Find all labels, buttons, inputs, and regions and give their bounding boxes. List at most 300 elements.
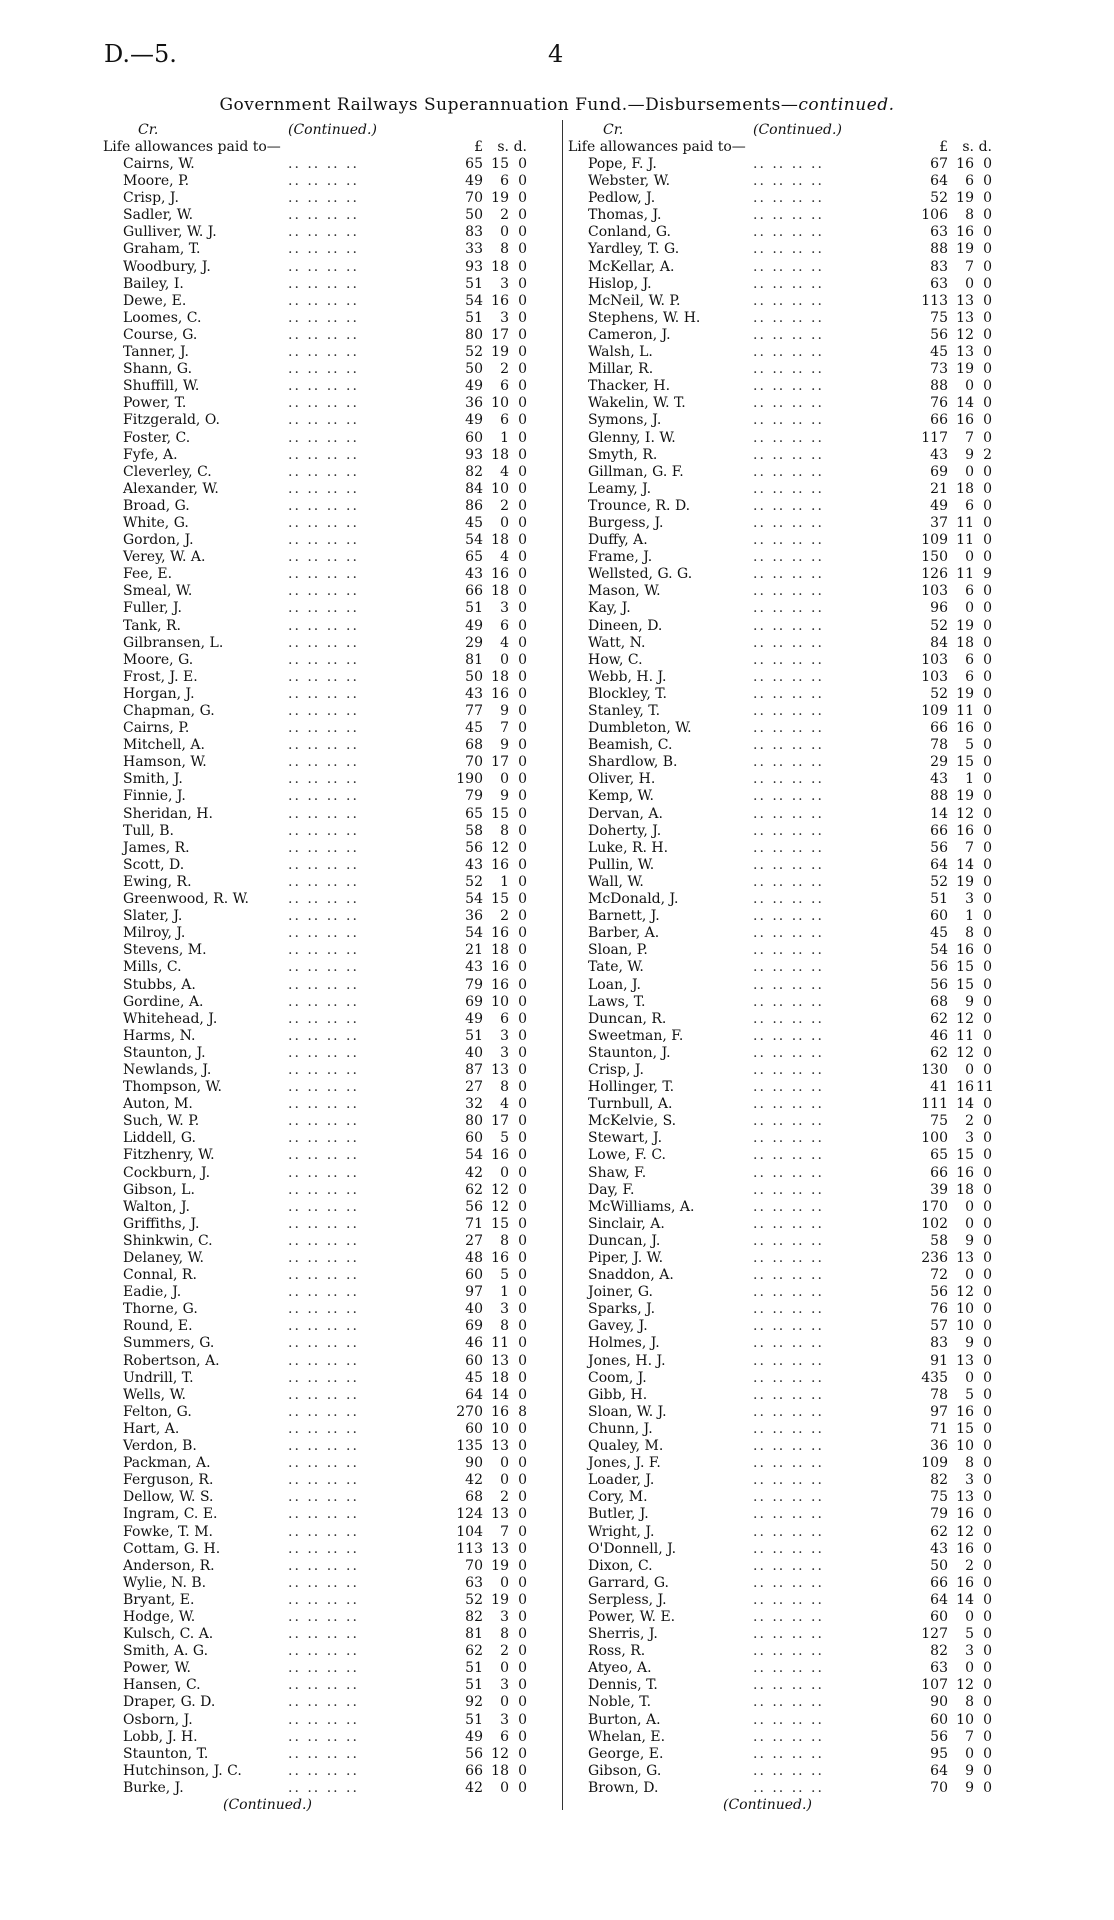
payee-name: Brown, D.: [588, 1779, 659, 1796]
amount-pounds: 45: [930, 344, 948, 361]
leader-dots: .. .. .. ..: [288, 1557, 359, 1574]
table-row: [568, 1729, 1038, 1746]
amount-pence: 0: [983, 771, 992, 788]
payee-name: Undrill, T.: [123, 1369, 194, 1386]
leader-dots: .. .. .. ..: [753, 549, 824, 566]
leader-dots: .. .. .. ..: [288, 1455, 359, 1472]
payee-name: McKellar, A.: [588, 258, 675, 275]
amount-pence: 0: [983, 549, 992, 566]
payee-name: Stephens, W. H.: [588, 309, 701, 326]
amount-shillings: 10: [491, 395, 509, 412]
amount-shillings: 13: [956, 1250, 974, 1266]
amount-pounds: 75: [930, 1489, 948, 1506]
amount-pence: 0: [518, 685, 527, 702]
amount-pounds: 50: [465, 668, 483, 685]
table-row: [568, 1301, 1038, 1318]
amount-pence: 0: [518, 754, 527, 771]
amount-shillings: 19: [491, 1557, 509, 1574]
amount-shillings: 3: [965, 1643, 974, 1660]
payee-name: Gordine, A.: [123, 993, 204, 1010]
amount-pence: 0: [983, 925, 992, 942]
amount-shillings: 0: [500, 1574, 509, 1591]
amount-shillings: 13: [491, 1352, 509, 1369]
table-row: [568, 652, 1038, 669]
amount-pence: 0: [983, 1506, 992, 1523]
amount-pence: 0: [518, 873, 527, 890]
amount-pence: 0: [983, 822, 992, 839]
amount-shillings: 17: [491, 754, 509, 771]
amount-pounds: 29: [930, 754, 948, 771]
amount-pence: 0: [518, 1215, 527, 1232]
leader-dots: .. .. .. ..: [753, 1335, 824, 1352]
amount-shillings: 12: [956, 1523, 974, 1540]
amount-shillings: 0: [965, 1660, 974, 1677]
payee-name: McDonald, J.: [588, 891, 679, 908]
amount-pence: 0: [983, 1591, 992, 1608]
payee-name: Stanley, T.: [588, 703, 661, 719]
amount-pence: 0: [983, 737, 992, 754]
leader-dots: .. .. .. ..: [753, 737, 824, 754]
amount-pence: 0: [983, 463, 992, 480]
amount-pounds: 49: [465, 412, 483, 429]
table-row: [103, 806, 573, 823]
table-row: [103, 874, 573, 891]
cr-label: Cr.: [603, 122, 624, 138]
page-header: [0, 40, 1114, 80]
amount-pounds: 43: [930, 771, 948, 788]
amount-pounds: 435: [921, 1369, 948, 1386]
leader-dots: .. .. .. ..: [288, 1232, 359, 1249]
amount-pence: 0: [983, 1147, 992, 1164]
leader-dots: .. .. .. ..: [753, 1694, 824, 1711]
amount-shillings: 16: [956, 412, 974, 429]
amount-pence: 0: [983, 1130, 992, 1147]
amount-shillings: 15: [491, 1215, 509, 1232]
table-row: [568, 1541, 1038, 1558]
amount-shillings: 9: [965, 1762, 974, 1779]
amount-shillings: 7: [500, 720, 509, 737]
amount-pounds: 49: [465, 1010, 483, 1027]
amount-pounds: 52: [930, 873, 948, 890]
table-row: [568, 1011, 1038, 1028]
amount-pence: 0: [518, 1164, 527, 1181]
payee-name: Scott, D.: [123, 856, 185, 873]
amount-pounds: 54: [465, 925, 483, 942]
payee-name: Sloan, P.: [588, 942, 648, 959]
amount-shillings: 16: [491, 1250, 509, 1266]
table-row: [568, 1165, 1038, 1182]
payee-name: McKelvie, S.: [588, 1113, 677, 1130]
leader-dots: .. .. .. ..: [753, 1130, 824, 1147]
payee-name: Blockley, T.: [588, 685, 667, 702]
leader-dots: .. .. .. ..: [753, 959, 824, 976]
table-row: [568, 1318, 1038, 1335]
payee-name: Wakelin, W. T.: [588, 395, 686, 412]
table-row: [103, 720, 573, 737]
amount-shillings: 0: [965, 463, 974, 480]
leader-dots: .. .. .. ..: [753, 617, 824, 634]
amount-pence: 0: [518, 634, 527, 651]
amount-shillings: 0: [965, 275, 974, 292]
amount-shillings: 16: [956, 224, 974, 241]
amount-shillings: 19: [491, 1591, 509, 1608]
leader-dots: .. .. .. ..: [288, 1506, 359, 1523]
amount-shillings: 6: [500, 1010, 509, 1027]
amount-pounds: 66: [930, 720, 948, 737]
leader-dots: .. .. .. ..: [753, 651, 824, 668]
leader-dots: .. .. .. ..: [288, 873, 359, 890]
amount-pounds: 48: [465, 1250, 483, 1266]
payee-name: White, G.: [123, 514, 189, 531]
payee-name: Shaw, F.: [588, 1164, 647, 1181]
amount-shillings: 19: [956, 241, 974, 258]
table-row: [103, 1626, 573, 1643]
continued-label: (Continued.): [753, 122, 842, 138]
leader-dots: .. .. .. ..: [288, 1677, 359, 1694]
leader-dots: .. .. .. ..: [753, 275, 824, 292]
payee-name: Mitchell, A.: [123, 737, 205, 754]
leader-dots: .. .. .. ..: [753, 429, 824, 446]
amount-shillings: 0: [965, 378, 974, 395]
amount-pounds: 82: [930, 1472, 948, 1489]
table-row: [568, 720, 1038, 737]
amount-pence: 0: [518, 1540, 527, 1557]
table-row: [568, 1780, 1038, 1797]
amount-pounds: 60: [465, 1352, 483, 1369]
amount-pounds: 56: [930, 326, 948, 343]
leader-dots: .. .. .. ..: [753, 634, 824, 651]
amount-pounds: 81: [465, 651, 483, 668]
amount-pence: 0: [518, 805, 527, 822]
amount-shillings: 11: [956, 566, 974, 583]
amount-pounds: 49: [465, 617, 483, 634]
leader-dots: .. .. .. ..: [288, 190, 359, 207]
amount-shillings: 0: [500, 1455, 509, 1472]
amount-shillings: 10: [491, 480, 509, 497]
leader-dots: .. .. .. ..: [753, 1386, 824, 1403]
table-row: [103, 1506, 573, 1523]
amount-shillings: 9: [500, 788, 509, 805]
amount-pounds: 63: [930, 1660, 948, 1677]
payee-name: Griffiths, J.: [123, 1215, 200, 1232]
amount-pounds: 79: [930, 1506, 948, 1523]
amount-shillings: 0: [500, 514, 509, 531]
table-row: [568, 686, 1038, 703]
payee-name: Greenwood, R. W.: [123, 891, 249, 908]
table-row: [568, 977, 1038, 994]
amount-shillings: 12: [956, 326, 974, 343]
amount-pence: 0: [518, 241, 527, 258]
payee-name: Lobb, J. H.: [123, 1728, 198, 1745]
amount-pence: 0: [518, 566, 527, 583]
payee-name: Thorne, G.: [123, 1301, 198, 1318]
amount-pence: 0: [518, 1643, 527, 1660]
amount-pence: 0: [983, 1694, 992, 1711]
payee-name: Hansen, C.: [123, 1677, 201, 1694]
payee-name: Eadie, J.: [123, 1284, 182, 1301]
rows-left: [103, 156, 573, 1797]
payee-name: Staunton, T.: [123, 1745, 209, 1762]
table-row: [103, 430, 573, 447]
table-row: [568, 378, 1038, 395]
amount-shillings: 18: [956, 480, 974, 497]
leader-dots: .. .. .. ..: [288, 395, 359, 412]
leader-dots: .. .. .. ..: [288, 1215, 359, 1232]
table-row: [568, 1558, 1038, 1575]
amount-pounds: 58: [465, 822, 483, 839]
leader-dots: .. .. .. ..: [288, 480, 359, 497]
amount-pounds: 71: [930, 1420, 948, 1437]
payee-name: Joiner, G.: [588, 1284, 654, 1301]
leader-dots: .. .. .. ..: [288, 891, 359, 908]
amount-pounds: 111: [921, 1096, 948, 1113]
amount-pence: 0: [518, 1489, 527, 1506]
amount-pounds: 62: [465, 1181, 483, 1198]
amount-pence: 0: [983, 959, 992, 976]
payee-name: Fee, E.: [123, 566, 173, 583]
payee-name: Moore, P.: [123, 173, 190, 190]
table-row: [568, 464, 1038, 481]
amount-shillings: 18: [956, 634, 974, 651]
table-row: [103, 600, 573, 617]
amount-pence: 0: [983, 1096, 992, 1113]
payee-name: Webster, W.: [588, 173, 671, 190]
amount-pence: 0: [518, 1284, 527, 1301]
table-row: [103, 652, 573, 669]
payee-name: Connal, R.: [123, 1267, 197, 1284]
payee-name: Dumbleton, W.: [588, 720, 692, 737]
amount-pounds: 46: [930, 1027, 948, 1044]
leader-dots: .. .. .. ..: [753, 1147, 824, 1164]
amount-pence: 0: [983, 891, 992, 908]
payee-name: Pullin, W.: [588, 856, 655, 873]
amount-pence: 0: [518, 771, 527, 788]
amount-pounds: 45: [465, 720, 483, 737]
payee-name: Robertson, A.: [123, 1352, 220, 1369]
table-row: [568, 1694, 1038, 1711]
leader-dots: .. .. .. ..: [753, 771, 824, 788]
leader-dots: .. .. .. ..: [753, 190, 824, 207]
leader-dots: .. .. .. ..: [753, 1745, 824, 1762]
table-row: [568, 259, 1038, 276]
amount-pounds: 50: [465, 207, 483, 224]
payee-name: Ferguson, R.: [123, 1472, 214, 1489]
amount-pence: 0: [518, 1130, 527, 1147]
table-row: [568, 994, 1038, 1011]
amount-pence: 0: [983, 873, 992, 890]
column-heading: [568, 122, 1038, 139]
payee-name: Ingram, C. E.: [123, 1506, 218, 1523]
amount-pence: 0: [518, 514, 527, 531]
amount-shillings: 6: [500, 412, 509, 429]
amount-pence: 0: [518, 839, 527, 856]
amount-pounds: 54: [465, 292, 483, 309]
amount-shillings: 16: [956, 156, 974, 172]
table-row: [103, 977, 573, 994]
payee-name: Cottam, G. H.: [123, 1540, 221, 1557]
amount-shillings: 8: [500, 1232, 509, 1249]
leader-dots: .. .. .. ..: [288, 617, 359, 634]
table-row: [568, 532, 1038, 549]
amount-shillings: 6: [965, 173, 974, 190]
amount-pence: 0: [518, 720, 527, 737]
amount-shillings: 13: [491, 1506, 509, 1523]
amount-shillings: 11: [956, 703, 974, 719]
table-row: [103, 1541, 573, 1558]
leader-dots: .. .. .. ..: [753, 497, 824, 514]
leader-dots: .. .. .. ..: [288, 1096, 359, 1113]
leader-dots: .. .. .. ..: [288, 326, 359, 343]
amount-pence: 0: [983, 497, 992, 514]
leader-dots: .. .. .. ..: [753, 395, 824, 412]
table-row: [568, 583, 1038, 600]
amount-pence: 0: [518, 224, 527, 241]
table-row: [103, 1712, 573, 1729]
payee-name: Smyth, R.: [588, 446, 658, 463]
amount-pounds: 70: [930, 1779, 948, 1796]
amount-shillings: 2: [500, 207, 509, 224]
amount-shillings: 5: [500, 1130, 509, 1147]
leader-dots: .. .. .. ..: [288, 1027, 359, 1044]
payee-name: Burke, J.: [123, 1779, 184, 1796]
leader-dots: .. .. .. ..: [288, 925, 359, 942]
table-row: [568, 600, 1038, 617]
amount-pence: 0: [518, 1557, 527, 1574]
leader-dots: .. .. .. ..: [288, 1779, 359, 1796]
amount-pounds: 56: [930, 1284, 948, 1301]
amount-pounds: 42: [465, 1779, 483, 1796]
amount-shillings: 10: [956, 1301, 974, 1318]
leader-dots: .. .. .. ..: [753, 1574, 824, 1591]
leader-dots: .. .. .. ..: [753, 822, 824, 839]
amount-pence: 0: [983, 1215, 992, 1232]
leader-dots: .. .. .. ..: [288, 771, 359, 788]
payee-name: Hart, A.: [123, 1420, 180, 1437]
payee-name: Stevens, M.: [123, 942, 207, 959]
amount-shillings: 7: [965, 1728, 974, 1745]
amount-pence: 0: [518, 1523, 527, 1540]
payee-name: Sloan, W. J.: [588, 1403, 667, 1420]
amount-pounds: 41: [930, 1079, 948, 1096]
continued-footer: (Continued.): [223, 1797, 312, 1813]
leader-dots: .. .. .. ..: [288, 378, 359, 395]
amount-pounds: 95: [930, 1745, 948, 1762]
leader-dots: .. .. .. ..: [288, 532, 359, 549]
amount-pence: 0: [983, 1677, 992, 1694]
amount-pence: 0: [518, 395, 527, 412]
leader-dots: .. .. .. ..: [753, 754, 824, 771]
amount-shillings: 12: [491, 1198, 509, 1215]
payee-name: Wellsted, G. G.: [588, 566, 693, 583]
payee-name: Hamson, W.: [123, 754, 207, 771]
amount-pence: 0: [983, 1711, 992, 1728]
amount-pence: 0: [518, 1626, 527, 1643]
amount-shillings: 19: [956, 873, 974, 890]
leader-dots: .. .. .. ..: [288, 1301, 359, 1318]
amount-shillings: 16: [491, 1147, 509, 1164]
amount-pence: 0: [518, 976, 527, 993]
payee-name: Burgess, J.: [588, 514, 664, 531]
table-row: [568, 430, 1038, 447]
leader-dots: .. .. .. ..: [753, 1762, 824, 1779]
amount-pounds: 83: [465, 224, 483, 241]
title-main: Government Railways Superannuation Fund.—Disbursements—: [219, 95, 799, 115]
payee-name: Fyfe, A.: [123, 446, 178, 463]
table-row: [103, 1318, 573, 1335]
table-row: [568, 481, 1038, 498]
amount-pounds: 69: [930, 463, 948, 480]
amount-pounds: 21: [465, 942, 483, 959]
table-row: [103, 1062, 573, 1079]
payee-name: Frame, J.: [588, 549, 653, 566]
amount-pounds: 43: [465, 856, 483, 873]
amount-shillings: 5: [965, 1626, 974, 1643]
payee-name: Walsh, L.: [588, 344, 653, 361]
amount-pounds: 96: [930, 600, 948, 617]
payee-name: Crisp, J.: [123, 190, 179, 207]
amount-pence: 0: [518, 292, 527, 309]
amount-pence: 0: [518, 1728, 527, 1745]
payee-name: Kay, J.: [588, 600, 631, 617]
payee-name: Newlands, J.: [123, 1061, 212, 1078]
payee-name: Thacker, H.: [588, 378, 671, 395]
leader-dots: .. .. .. ..: [288, 839, 359, 856]
amount-shillings: 0: [965, 1369, 974, 1386]
amount-pence: 0: [518, 1779, 527, 1796]
amount-shillings: 17: [491, 1113, 509, 1130]
amount-shillings: 13: [956, 1489, 974, 1506]
leader-dots: .. .. .. ..: [753, 1284, 824, 1301]
amount-pence: 0: [983, 651, 992, 668]
amount-pounds: 36: [465, 395, 483, 412]
leader-dots: .. .. .. ..: [753, 207, 824, 224]
table-row: [568, 1045, 1038, 1062]
amount-pounds: 79: [465, 788, 483, 805]
amount-pounds: 78: [930, 737, 948, 754]
payee-name: Millar, R.: [588, 361, 654, 378]
payee-name: Loan, J.: [588, 976, 641, 993]
amount-pounds: 86: [465, 497, 483, 514]
amount-pence: 0: [518, 1010, 527, 1027]
table-row: [103, 1694, 573, 1711]
table-row: [568, 1130, 1038, 1147]
amount-shillings: 6: [965, 651, 974, 668]
leader-dots: .. .. .. ..: [288, 651, 359, 668]
column-heading: [103, 122, 573, 139]
amount-pounds: 113: [921, 292, 948, 309]
leader-dots: .. .. .. ..: [753, 446, 824, 463]
leader-dots: .. .. .. ..: [753, 1250, 824, 1266]
leader-dots: .. .. .. ..: [753, 873, 824, 890]
amount-pounds: 33: [465, 241, 483, 258]
amount-shillings: 8: [965, 1455, 974, 1472]
amount-pounds: 69: [465, 993, 483, 1010]
leader-dots: .. .. .. ..: [288, 703, 359, 719]
table-row: [568, 635, 1038, 652]
payee-name: Watt, N.: [588, 634, 646, 651]
payee-name: Bailey, I.: [123, 275, 184, 292]
amount-shillings: 6: [500, 1728, 509, 1745]
amount-shillings: 0: [500, 1660, 509, 1677]
table-row: [568, 1216, 1038, 1233]
amount-pence: 0: [518, 617, 527, 634]
leader-dots: .. .. .. ..: [288, 156, 359, 172]
document-title: [0, 95, 1114, 115]
amount-pounds: 62: [930, 1044, 948, 1061]
right-column: [568, 122, 1038, 1814]
amount-pounds: 52: [930, 685, 948, 702]
amount-pence: 0: [983, 1335, 992, 1352]
